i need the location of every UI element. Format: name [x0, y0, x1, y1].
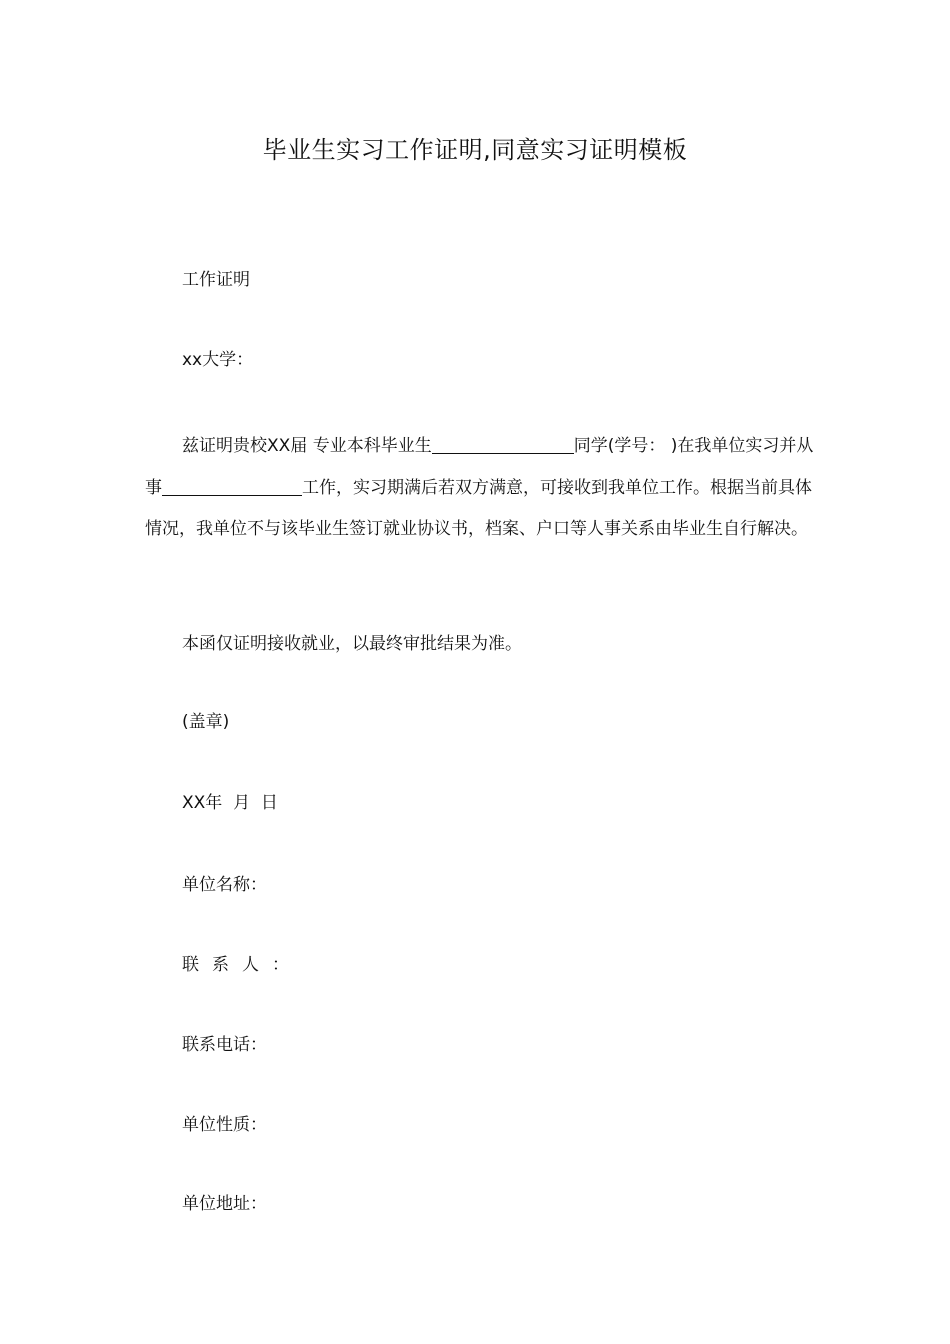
body-paragraph [145, 426, 815, 551]
field-contact-phone: 联系电话： [182, 1035, 267, 1055]
date-line: XX年 月 日 [182, 793, 278, 813]
salutation: xx大学： [182, 350, 254, 370]
certificate-heading: 工作证明 [182, 270, 250, 290]
body-text-2: 同学(学号： )在我单位实习并从事 [145, 436, 814, 498]
seal-line: (盖章) [182, 712, 230, 732]
note-line: 本函仅证明接收就业，以最终审批结果为准。 [182, 634, 522, 654]
field-unit-address: 单位地址： [182, 1194, 267, 1214]
name-blank [432, 435, 574, 454]
field-contact-person: 联系人： [182, 955, 302, 975]
body-text-1: 兹证明贵校XX届 专业本科毕业生 [182, 436, 432, 456]
field-unit-nature: 单位性质： [182, 1115, 267, 1135]
job-blank [162, 477, 302, 496]
field-unit-name: 单位名称： [182, 875, 267, 895]
document-title: 毕业生实习工作证明,同意实习证明模板 [262, 136, 688, 164]
body-text-3: 工作，实习期满后若双方满意，可接收到我单位工作。根据当前具体情况，我单位不与该毕业生签订就业协议书，档案、户口等人事关系由毕业生自行解决。 [145, 477, 812, 539]
